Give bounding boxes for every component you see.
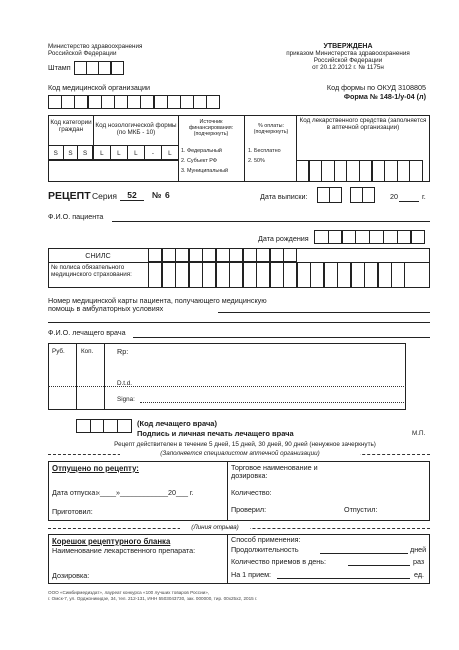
stub-times-line[interactable]	[348, 565, 410, 566]
checked-by-label: Проверил:	[231, 505, 267, 514]
dispensed-title: Отпущено по рецепту:	[52, 464, 139, 473]
stub-times-unit: раз	[413, 557, 425, 566]
doctor-fio-label: Ф.И.О. лечащего врача	[48, 328, 126, 337]
seal-place: М.П.	[412, 430, 426, 437]
doctor-sign-label: Подпись и личная печать лечащего врача	[137, 429, 294, 438]
number-label: №	[152, 190, 162, 200]
rx-dtd: D.t.d.	[117, 380, 133, 387]
snils-label: СНИЛС	[85, 251, 111, 260]
issue-month-cells[interactable]	[350, 187, 375, 203]
number-value[interactable]: 6	[165, 190, 170, 200]
policy-label: № полиса обязательного медицинского страхования:	[51, 264, 132, 278]
category-cells: S S S	[48, 145, 93, 160]
stub-per-intake-label: На 1 прием:	[231, 570, 272, 579]
birth-date-label: Дата рождения	[258, 234, 309, 243]
org-code-label: Код медицинской организации	[48, 83, 151, 92]
rx-signa: Signa:	[117, 396, 135, 403]
drug-code-header: Код лекарственного средства (заполняется в аптечной организации)	[299, 117, 427, 131]
org-code-cells	[48, 95, 220, 109]
category-code-header: Код категории граждан	[50, 119, 92, 133]
stub-duration-label: Продолжительность	[231, 545, 299, 554]
stub-times-label: Количество приемов в день:	[231, 557, 326, 566]
stub-per-intake-line[interactable]	[277, 578, 410, 579]
medical-card-label: Номер медицинской карты пациента, получающего медицинскую помощь в амбулаторных условиях	[48, 296, 267, 313]
doctor-fio-line[interactable]	[133, 337, 430, 338]
form-number: Форма № 148-1/у-04 (л)	[343, 92, 426, 101]
series-value[interactable]: 52	[120, 190, 144, 201]
stub-duration-line[interactable]	[320, 553, 408, 554]
medical-card-line[interactable]	[218, 312, 430, 313]
financing-options: 1. Федеральный 2. Субъект РФ 3. Муниципальный	[181, 148, 229, 175]
financing-source-header: Источник финансирования: (подчеркнуть)	[188, 119, 234, 138]
stub-per-intake-unit: ед.	[414, 570, 425, 579]
series-label: Серия	[92, 191, 117, 201]
stub-method-label: Способ применения:	[231, 535, 301, 544]
issue-year-prefix: 20	[390, 192, 398, 201]
dispensed-date-label: Дата отпуска:	[52, 488, 98, 497]
issue-year-suffix: г.	[422, 192, 426, 201]
dispensed-date-value[interactable]: «____»____________20___ г.	[96, 488, 194, 497]
snils-cells[interactable]	[148, 248, 297, 262]
payment-options: 1. Бесплатно 2. 50%	[248, 148, 281, 165]
drug-code-cells	[296, 160, 423, 182]
payment-header: % оплаты: (подчеркнуть)	[253, 123, 289, 136]
rx-kop: Коп.	[81, 348, 94, 355]
stub-dosage-label: Дозировка:	[52, 571, 90, 580]
approval-block: УТВЕРЖДЕНА приказом Министерства здравоохранения Российской Федерации от 20.12.2012 г. № 1175н	[286, 43, 410, 71]
released-by-label: Отпустил:	[344, 505, 378, 514]
nosology-cells: L L L - L	[93, 145, 179, 160]
stub-title: Корешок рецептурного бланка	[52, 537, 171, 546]
ministry-name: Министерство здравоохранения Российской Федерации	[48, 43, 143, 57]
rx-box	[48, 343, 406, 410]
stamp-label: Штамп	[48, 63, 71, 72]
pharmacy-note: (Заполняется специалистом аптечной организации)	[120, 450, 360, 457]
trade-name-label: Торговое наименование и дозировка:	[231, 463, 318, 480]
cut-line-label: (Линия отрыва)	[180, 524, 250, 531]
patient-fio-line[interactable]	[112, 221, 430, 222]
rx-rp: Rp:	[117, 347, 129, 356]
doctor-code-cells[interactable]	[76, 419, 132, 433]
issue-date-label: Дата выписки:	[260, 192, 308, 201]
recipe-title: РЕЦЕПТ	[48, 190, 91, 202]
issue-date-cells[interactable]	[317, 187, 342, 203]
stub-duration-unit: дней	[410, 545, 427, 554]
rx-rub: Руб.	[52, 348, 65, 355]
prepared-by-label: Приготовил:	[52, 507, 93, 516]
patient-fio-label: Ф.И.О. пациента	[48, 212, 104, 221]
okud-label: Код формы по ОКУД 3108805	[326, 83, 426, 92]
validity-note: Рецепт действителен в течение 5 дней, 15 дней, 30 дней, 90 дней (ненужное зачеркнуть)	[114, 441, 376, 448]
policy-cells[interactable]	[148, 262, 405, 288]
nosology-code-header: Код нозологической формы (по МКБ - 10)	[95, 122, 177, 136]
doctor-code-label: (Код лечащего врача)	[137, 419, 217, 428]
stamp-boxes	[74, 61, 124, 75]
stub-drug-name-label: Наименование лекарственного препарата:	[52, 546, 196, 555]
quantity-label: Количество:	[231, 488, 272, 497]
printer-footer: ООО «Симбирмедиздат», лауреат конкурса «100 лучших товаров России», г. Омск-7, ул. Орджоникидзе, 34, тел. 212-131, ИНН 5503043730, зак. 000000, тир. 00х25х2, 2015 г.	[48, 590, 258, 601]
birth-date-cells[interactable]	[314, 230, 425, 244]
